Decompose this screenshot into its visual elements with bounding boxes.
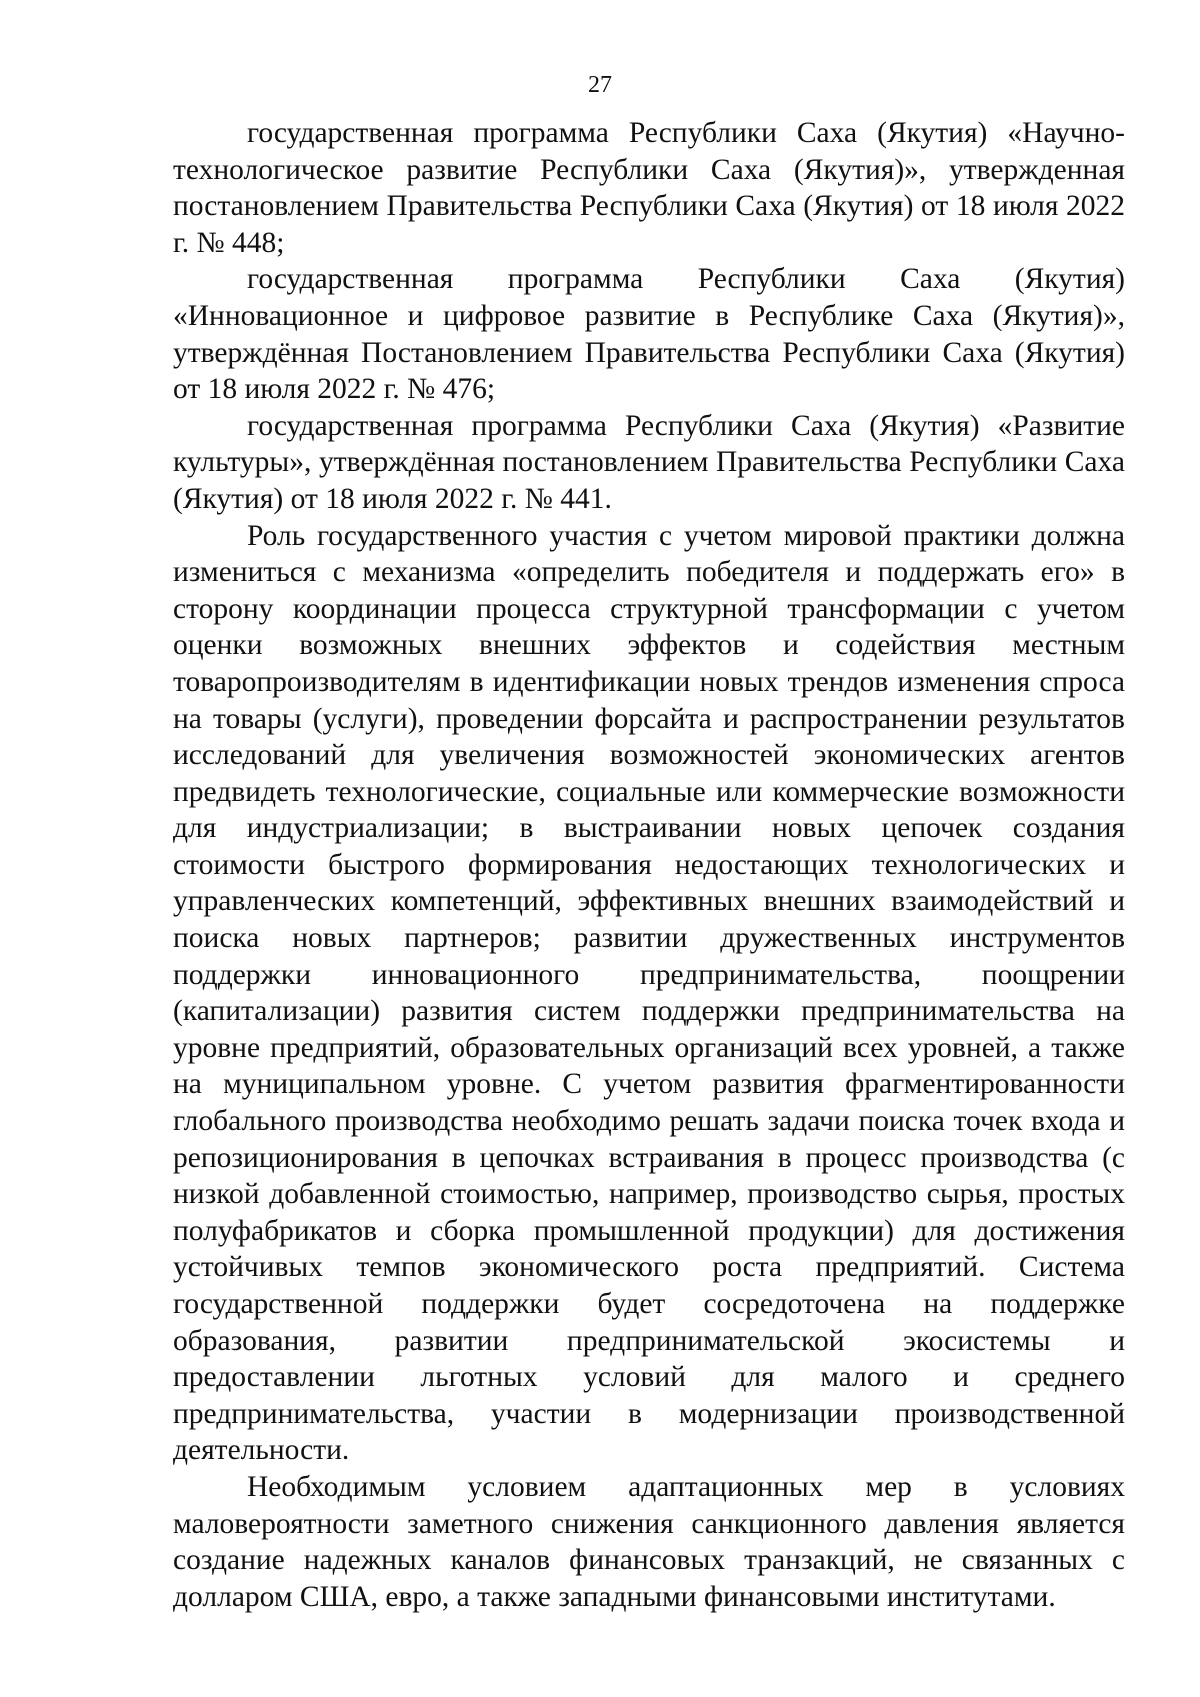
- page-number: 27: [588, 72, 612, 98]
- paragraph-program-culture: государственная программа Республики Саха (Якутия) «Развитие культуры», утверждённая постановлением Правительства Республики Саха (Якутия) от 18 июля 2022 г. № 441.: [173, 409, 1125, 515]
- paragraph-state-participation-role: Роль государственного участия с учетом мировой практики должна измениться с механизма «определить победителя и поддержать его» в сторону координации процесса структурной трансформации с учетом оценки возможных внешних эффектов и содействия местным товаропроизводителям в идентификации новых трендов изменения спроса на товары (услуги), проведении форсайта и распространении результатов исследований для увеличения возможностей экономических агентов предвидеть технологические, социальные или коммерческие возможности для индустриализации; в выстраивании новых цепочек создания стоимости быстрого формирования недостающих технологических и управленческих компетенций, эффективных внешних взаимодействий и поиска новых партнеров; развитии дружественных инструментов поддержки инновационного предпринимательства, поощрении (капитализации) развития систем поддержки предпринимательства на уровне предприятий, образовательных организаций всех уровней, а также на муниципальном уровне. С учетом развития фрагментированности глобального производства необходимо решать задачи поиска точек входа и репозиционирования в цепочках встраивания в процесс производства (с низкой добавленной стоимостью, например, производство сырья, простых полуфабрикатов и сборка промышленной продукции) для достижения устойчивых темпов экономического роста предприятий. Система государственной поддержки будет сосредоточена на поддержке образования, развитии предпринимательской экосистемы и предоставлении льготных условий для малого и среднего предпринимательства, участии в модернизации производственной деятельности.: [173, 519, 1125, 1467]
- paragraph-program-science-tech: государственная программа Республики Саха (Якутия) «Научно-технологическое развитие Республики Саха (Якутия)», утвержденная постановлением Правительства Республики Саха (Якутия) от 18 июля 2022 г. № 448;: [173, 117, 1125, 259]
- document-body: [173, 115, 1125, 1615]
- paragraph-program-innovation-digital: государственная программа Республики Саха (Якутия) «Инновационное и цифровое развитие в Республике Саха (Якутия)», утверждённая Постановлением Правительства Республики Саха (Якутия) от 18 июля 2022 г. № 476;: [173, 263, 1125, 406]
- paragraph-adaptation-measures: Необходимым условием адаптационных мер в условиях маловероятности заметного снижения санкционного давления является создание надежных каналов финансовых транзакций, не связанных с долларом США, евро, а также западными финансовыми институтами.: [173, 1470, 1125, 1613]
